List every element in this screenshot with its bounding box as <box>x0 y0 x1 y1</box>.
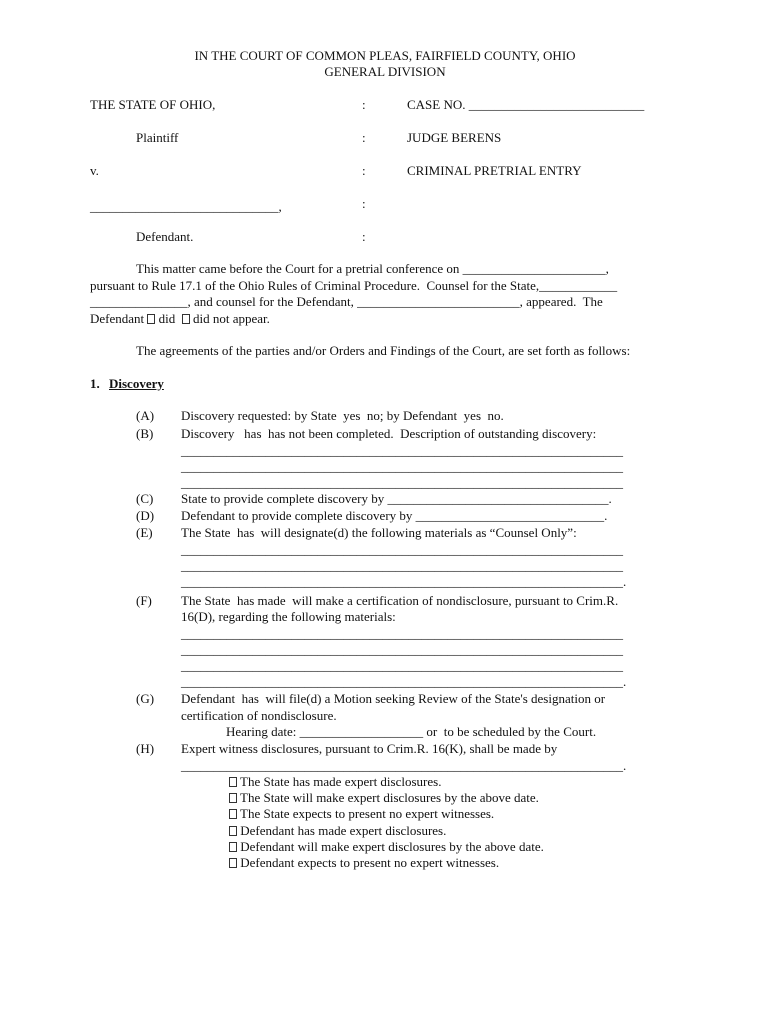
item-text: Discovery has has not been completed. Description of outstanding discovery: <box>181 426 597 441</box>
option-label: Defendant has made expert disclosures. <box>237 823 447 838</box>
intro-line: pursuant to Rule 17.1 of the Ohio Rules of Criminal Procedure. Counsel for the State,____________ <box>90 278 618 293</box>
item-text: Discovery requested: by State yes no; by Defendant yes no. <box>181 408 504 423</box>
intro-line: This matter came before the Court for a pretrial conference on ______________________, <box>136 261 609 276</box>
blank-line: ____________________________________________________________________. <box>181 574 627 589</box>
case-number: CASE NO. ___________________________ <box>407 97 645 112</box>
expert-option[interactable] <box>229 774 441 790</box>
item-text: Defendant to provide complete discovery by _____________________________. <box>181 508 608 523</box>
did-not-label: did not appear. <box>189 311 270 326</box>
hearing-date-line: Hearing date: ___________________ or to be scheduled by the Court. <box>226 724 597 739</box>
did-label: did <box>155 311 182 326</box>
caption-colon: : <box>362 97 366 112</box>
item-text: Defendant has will file(d) a Motion seeking Review of the State's designation or <box>181 691 606 706</box>
blank-line: ____________________________________________________________________ <box>181 542 623 557</box>
plaintiff-label: Plaintiff <box>136 130 179 145</box>
defendant-label: Defendant. <box>136 229 194 244</box>
blank-line: ____________________________________________________________________ <box>181 443 623 458</box>
intro-line: _______________, and counsel for the Defendant, _________________________, appeared. The <box>90 294 603 309</box>
item-label: (H) <box>136 741 155 756</box>
option-label: Defendant expects to present no expert witnesses. <box>237 855 500 870</box>
item-text: 16(D), regarding the following materials: <box>181 609 396 624</box>
caption-colon: : <box>362 196 366 211</box>
item-label: (C) <box>136 491 154 506</box>
state-party: THE STATE OF OHIO, <box>90 97 216 112</box>
caption-colon: : <box>362 229 366 244</box>
versus-label: v. <box>90 163 99 178</box>
checkbox[interactable] <box>229 858 237 868</box>
option-label: The State will make expert disclosures by the above date. <box>237 790 539 805</box>
item-label: (F) <box>136 593 152 608</box>
item-text: certification of nondisclosure. <box>181 708 337 723</box>
item-label: (G) <box>136 691 155 706</box>
blank-line: ____________________________________________________________________ <box>181 459 623 474</box>
checkbox[interactable] <box>229 826 237 836</box>
judge-name: JUDGE BERENS <box>407 130 502 145</box>
item-text: State to provide complete discovery by __________________________________. <box>181 491 612 506</box>
item-label: (D) <box>136 508 155 523</box>
appearance-line <box>90 311 270 327</box>
item-label: (A) <box>136 408 155 423</box>
blank-line: ____________________________________________________________________ <box>181 626 623 641</box>
item-text: Expert witness disclosures, pursuant to Crim.R. 16(K), shall be made by <box>181 741 558 756</box>
expert-option[interactable] <box>229 839 544 855</box>
option-label: The State has made expert disclosures. <box>237 774 442 789</box>
court-heading: IN THE COURT OF COMMON PLEAS, FAIRFIELD COUNTY, OHIO <box>194 48 576 63</box>
blank-line: ____________________________________________________________________ <box>181 658 623 673</box>
expert-option[interactable] <box>229 855 499 871</box>
blank-line: ____________________________________________________________________. <box>181 674 627 689</box>
blank-line: ____________________________________________________________________. <box>181 758 627 773</box>
checkbox[interactable] <box>229 809 237 819</box>
defendant-name-blank: _____________________________, <box>90 199 282 214</box>
entry-title: CRIMINAL PRETRIAL ENTRY <box>407 163 582 178</box>
expert-option[interactable] <box>229 806 494 822</box>
caption-colon: : <box>362 130 366 145</box>
item-label: (B) <box>136 426 154 441</box>
expert-option[interactable] <box>229 790 539 806</box>
appearance-label: Defendant <box>90 311 148 326</box>
option-label: Defendant will make expert disclosures by the above date. <box>237 839 544 854</box>
item-text: The State has made will make a certification of nondisclosure, pursuant to Crim.R. <box>181 593 619 608</box>
expert-option[interactable] <box>229 823 446 839</box>
checkbox[interactable] <box>229 842 237 852</box>
blank-line: ____________________________________________________________________ <box>181 475 623 490</box>
section-title: Discovery <box>109 376 164 391</box>
item-text: The State has will designate(d) the following materials as “Counsel Only”: <box>181 525 577 540</box>
agreements-intro: The agreements of the parties and/or Orders and Findings of the Court, are set forth as follows: <box>136 343 631 358</box>
item-label: (E) <box>136 525 153 540</box>
blank-line: ____________________________________________________________________ <box>181 642 623 657</box>
blank-line: ____________________________________________________________________ <box>181 558 623 573</box>
section-number: 1. <box>90 376 100 391</box>
did-not-checkbox[interactable] <box>182 314 190 324</box>
checkbox[interactable] <box>229 793 237 803</box>
caption-colon: : <box>362 163 366 178</box>
division-heading: GENERAL DIVISION <box>324 64 446 79</box>
checkbox[interactable] <box>229 777 237 787</box>
option-label: The State expects to present no expert witnesses. <box>237 806 495 821</box>
